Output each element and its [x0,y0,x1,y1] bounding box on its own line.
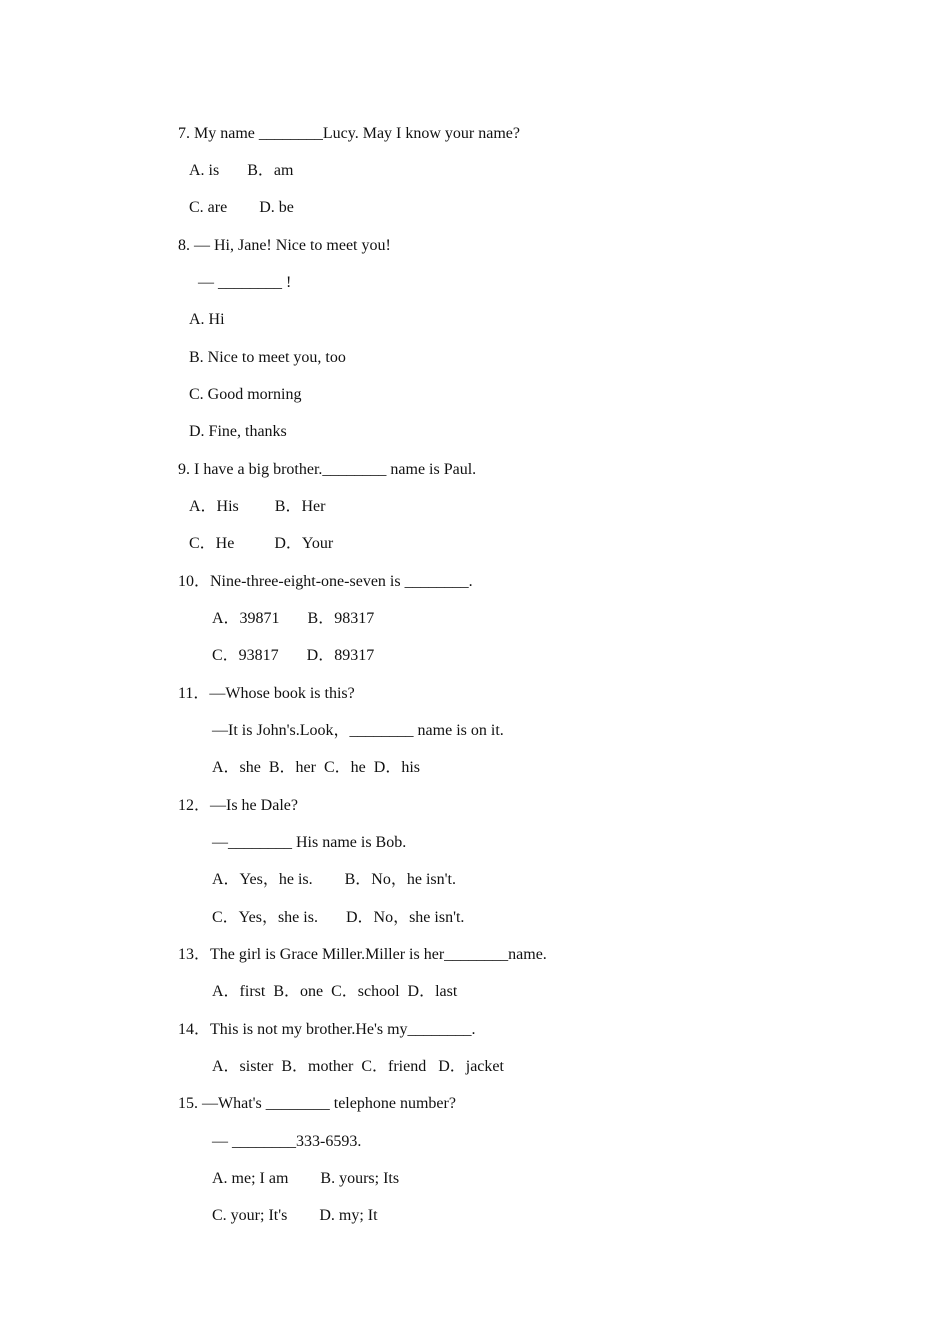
question-12-stem: 12．—Is he Dale? [178,797,298,814]
question-11-stem: 11．—Whose book is this? [178,685,355,702]
question-14-options: A．sister B．mother C．friend D．jacket [212,1058,504,1075]
question-8-reply: — ________ ! [198,274,292,291]
question-8-stem: 8. — Hi, Jane! Nice to meet you! [178,237,391,254]
question-15-options-ab: A. me; I am B. yours; Its [212,1170,400,1187]
question-12-reply: —________ His name is Bob. [212,834,407,851]
question-8-option-b: B. Nice to meet you, too [189,349,346,366]
question-8-option-a: A. Hi [189,311,225,328]
question-10-options-ab: A．39871 B．98317 [212,610,375,627]
question-8-option-d: D. Fine, thanks [189,423,287,440]
question-7-stem: 7. My name ________Lucy. May I know your name? [178,125,520,142]
question-7-options-ab: A. is B．am [189,162,294,179]
question-13-stem: 13．The girl is Grace Miller.Miller is her________name. [178,946,547,963]
question-12-options-ab: A．Yes，he is. B．No，he isn't. [212,871,456,888]
question-10-stem: 10．Nine-three-eight-one-seven is ________. [178,573,473,590]
question-11-options: A．she B．her C．he D．his [212,759,420,776]
question-9-options-ab: A．His B．Her [189,498,326,515]
question-15-options-cd: C. your; It's D. my; It [212,1207,378,1224]
question-14-stem: 14．This is not my brother.He's my________. [178,1021,476,1038]
question-10-options-cd: C．93817 D．89317 [212,647,375,664]
question-7-options-cd: C. are D. be [189,199,294,216]
question-11-reply: —It is John's.Look，________ name is on it. [212,722,504,739]
question-13-options: A．first B．one C．school D．last [212,983,458,1000]
question-9-options-cd: C．He D．Your [189,535,334,552]
question-15-stem: 15. —What's ________ telephone number? [178,1095,456,1112]
question-8-option-c: C. Good morning [189,386,302,403]
question-9-stem: 9. I have a big brother.________ name is Paul. [178,461,477,478]
question-12-options-cd: C．Yes，she is. D．No，she isn't. [212,909,465,926]
question-15-reply: — ________333-6593. [212,1133,362,1150]
